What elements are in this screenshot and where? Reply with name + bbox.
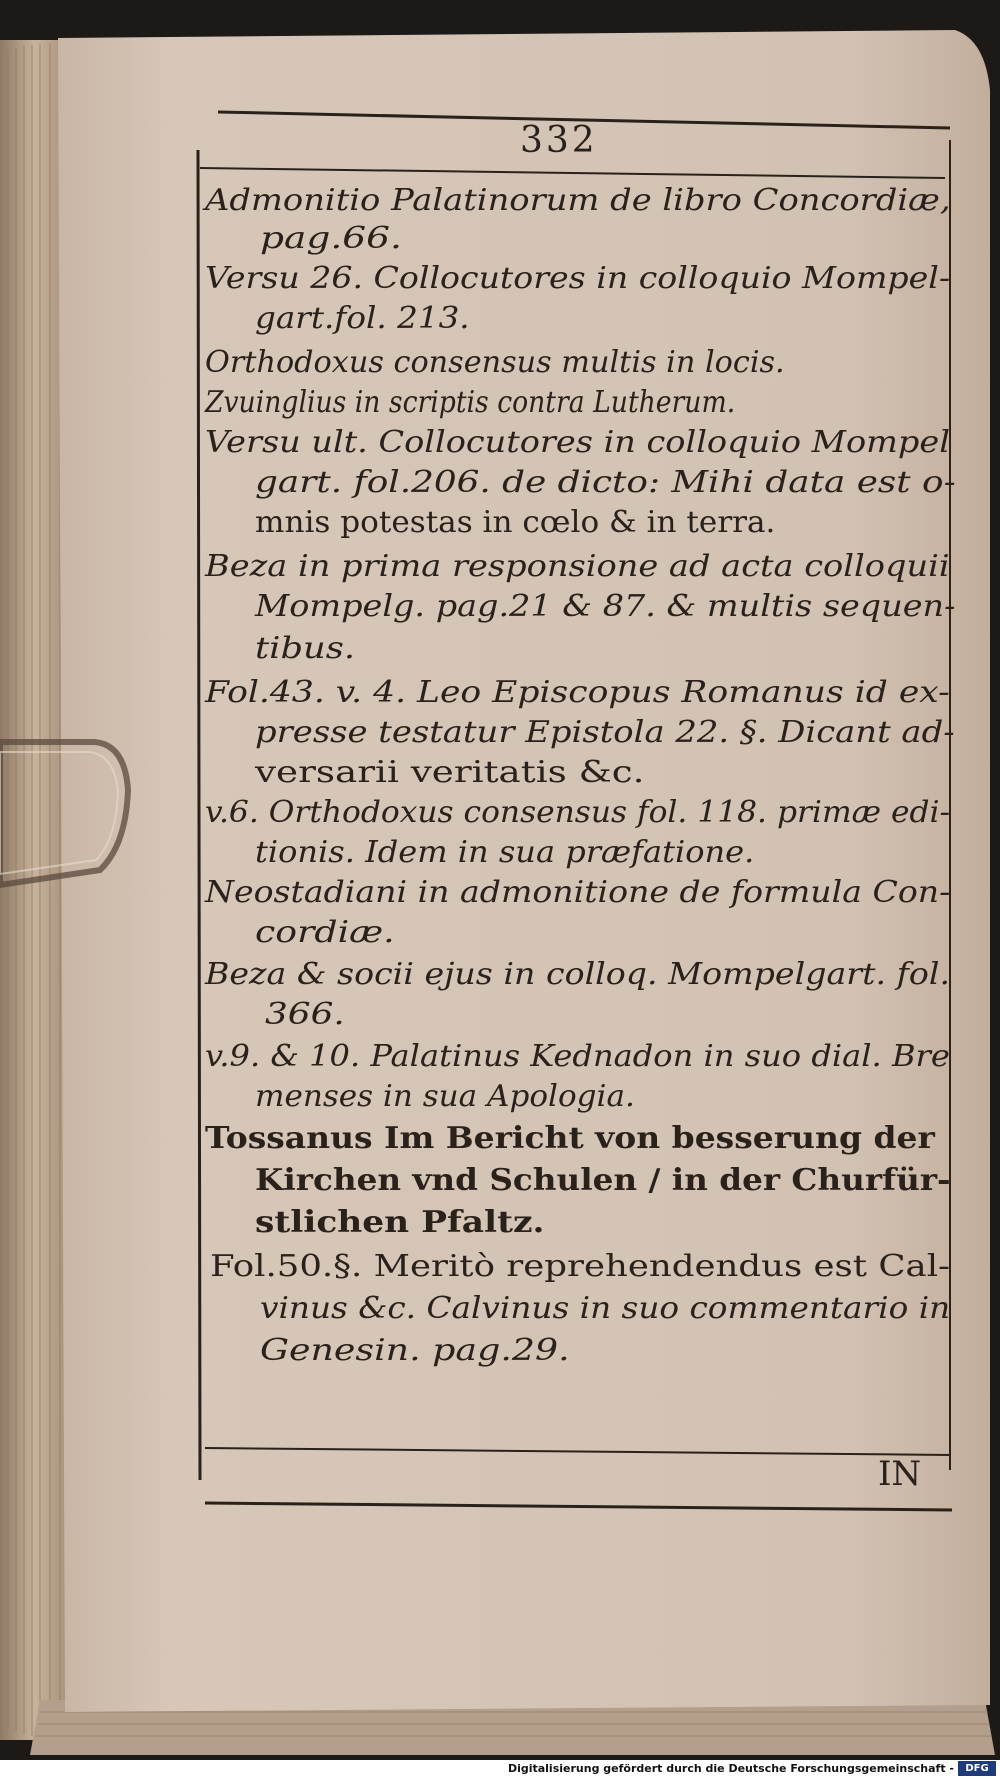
index-line: Mompelg. pag.21 & 87. & multis sequen- bbox=[255, 589, 956, 624]
index-line: gart.fol. 213. bbox=[255, 301, 470, 336]
index-line: Beza & socii ejus in colloq. Mompelgart. fol. bbox=[205, 957, 951, 992]
dfg-logo: DFG bbox=[958, 1761, 996, 1776]
page-number: 332 bbox=[520, 120, 598, 161]
index-line: menses in sua Apologia. bbox=[255, 1079, 635, 1114]
index-line: presse testatur Epistola 22. §. Dicant ad- bbox=[255, 715, 955, 750]
index-line: tibus. bbox=[255, 631, 356, 666]
index-line: versarii veritatis &c. bbox=[255, 755, 645, 790]
index-line: Fol.43. v. 4. Leo Episcopus Romanus id ex- bbox=[205, 675, 950, 710]
footer-credit: Digitalisierung gefördert durch die Deutsche Forschungsgemeinschaft - bbox=[507, 1762, 954, 1775]
index-line: v.6. Orthodoxus consensus fol. 118. primæ edi- bbox=[205, 795, 951, 830]
index-line: Genesin. pag.29. bbox=[260, 1333, 570, 1368]
index-line: v.9. & 10. Palatinus Kednadon in suo dial. Bre bbox=[205, 1039, 950, 1074]
index-line: Beza in prima responsione ad acta colloquii bbox=[205, 549, 950, 584]
index-line: 366. bbox=[265, 997, 345, 1032]
index-line: Zvuinglius in scriptis contra Lutherum. bbox=[205, 385, 736, 420]
index-line: mnis potestas in cœlo & in terra. bbox=[255, 505, 776, 540]
index-line: gart. fol.206. de dicto: Mihi data est o- bbox=[255, 465, 956, 500]
index-line: tionis. Idem in sua præfatione. bbox=[255, 835, 755, 870]
index-line: pag.66. bbox=[260, 221, 402, 256]
index-line: Orthodoxus consensus multis in locis. bbox=[205, 345, 785, 380]
index-line: Tossanus Im Bericht von besserung der bbox=[205, 1121, 935, 1156]
index-line: stlichen Pfaltz. bbox=[255, 1205, 545, 1240]
index-line: cordiæ. bbox=[255, 915, 395, 950]
index-line: Kirchen vnd Schulen / in der Churfür- bbox=[255, 1163, 951, 1198]
index-line: Admonitio Palatinorum de libro Concordiæ, bbox=[205, 183, 951, 218]
index-line: Versu ult. Collocutores in colloquio Mompel bbox=[205, 425, 950, 460]
index-line: Neostadiani in admonitione de formula Con- bbox=[205, 875, 951, 910]
index-line: Versu 26. Collocutores in colloquio Mompel- bbox=[205, 261, 951, 296]
catchword: IN bbox=[878, 1454, 922, 1494]
index-line: Fol.50.§. Meritò reprehendendus est Cal- bbox=[210, 1249, 951, 1284]
index-line: vinus &c. Calvinus in suo commentario in bbox=[260, 1291, 951, 1326]
